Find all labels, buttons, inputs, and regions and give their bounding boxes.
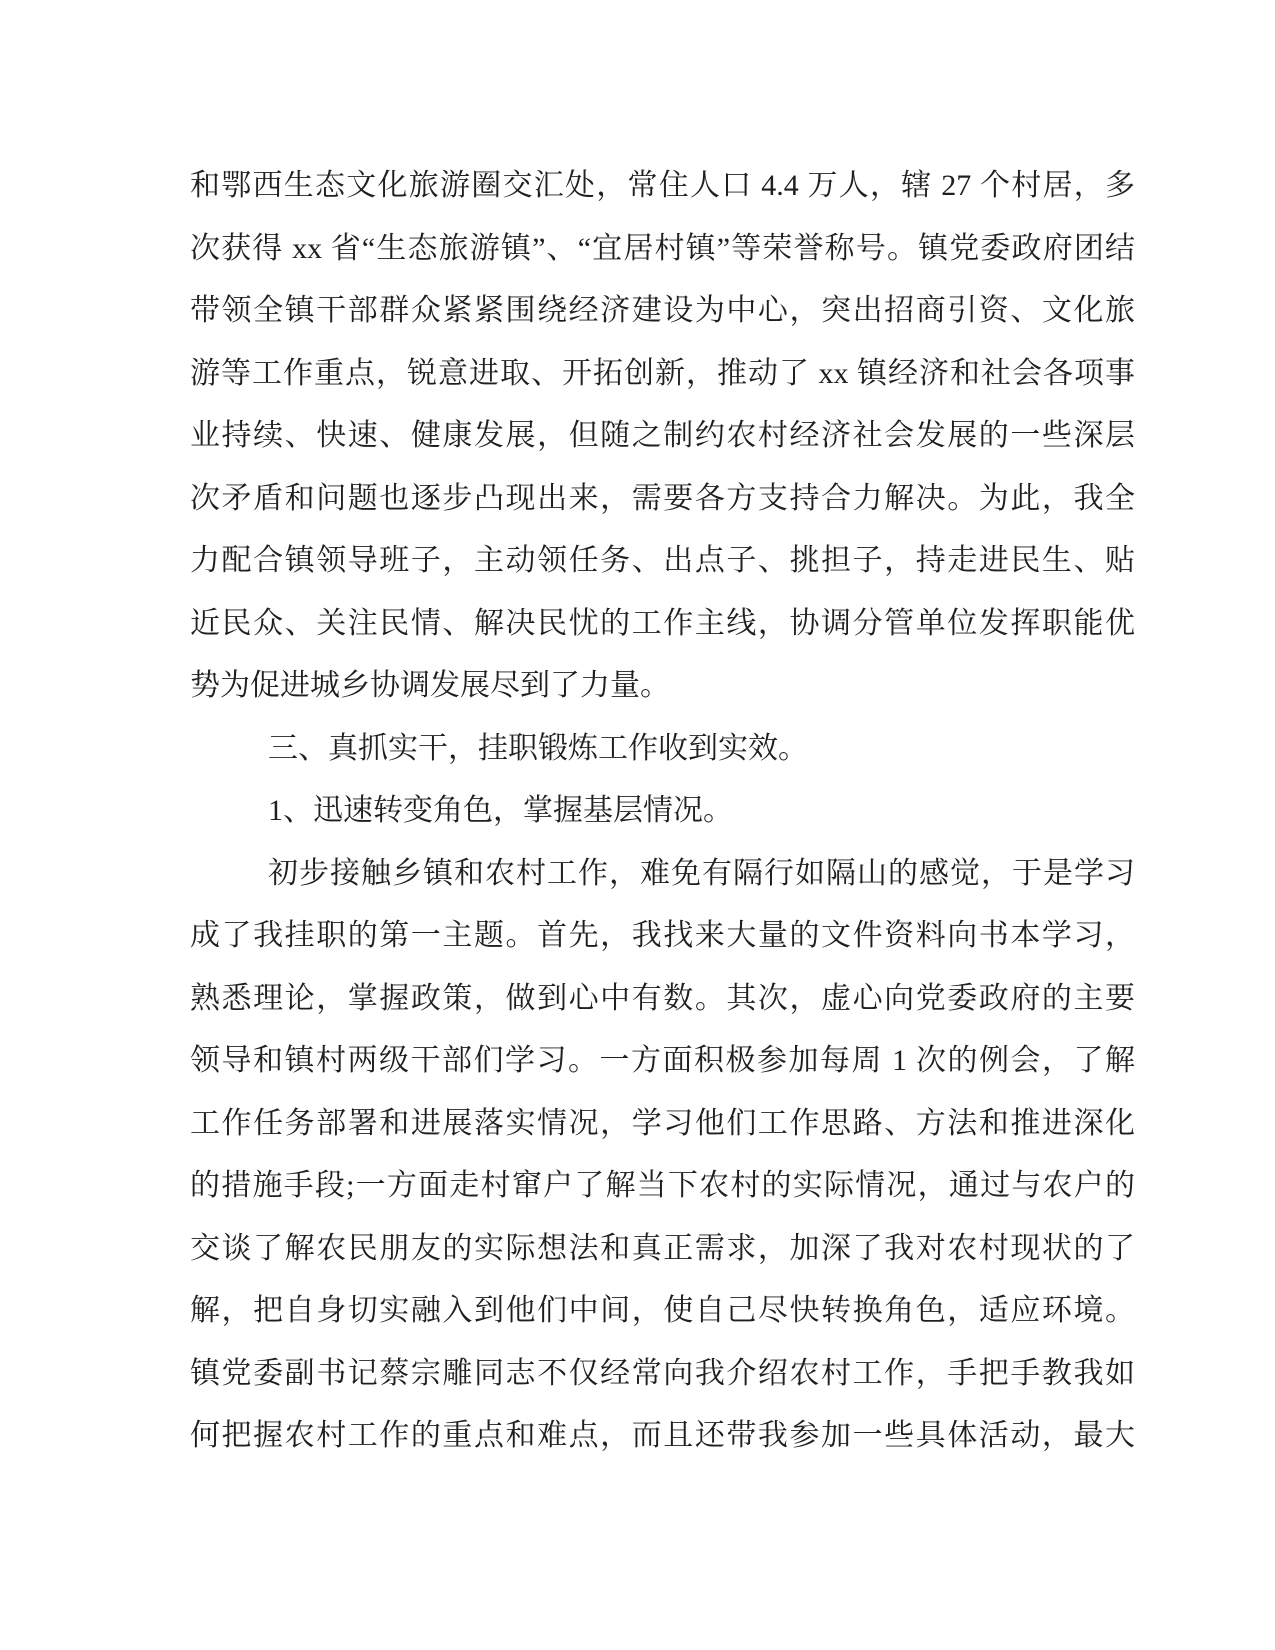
- text-line: 近民众、关注民情、解决民忧的工作主线，协调分管单位发挥职能优: [190, 606, 1135, 640]
- text-line: 解，把自身切实融入到他们中间，使自己尽快转换角色，适应环境。: [190, 1294, 1135, 1327]
- text-line: 工作任务部署和进展落实情况，学习他们工作思路、方法和推进深化: [190, 1106, 1135, 1140]
- text-line: 带领全镇干部群众紧紧围绕经济建设为中心，突出招商引资、文化旅: [190, 294, 1135, 327]
- text-line: 领导和镇村两级干部们学习。一方面积极参加每周 1 次的例会，了解: [190, 1044, 1135, 1077]
- text-line: 镇党委副书记蔡宗雕同志不仅经常向我介绍农村工作，手把手教我如: [190, 1356, 1135, 1390]
- text-line: 业持续、快速、健康发展，但随之制约农村经济社会发展的一些深层: [190, 419, 1135, 452]
- text-line: 次获得 xx 省“生态旅游镇”、“宜居村镇”等荣誉称号。镇党委政府团结: [190, 231, 1135, 265]
- text-line: 初步接触乡镇和农村工作，难免有隔行如隔山的感觉，于是学习: [268, 856, 1135, 890]
- text-line: 成了我挂职的第一主题。首先，我找来大量的文件资料向书本学习，: [190, 919, 1135, 952]
- section-heading-line: 三、真抓实干，挂职锻炼工作收到实效。: [268, 731, 808, 765]
- text-line: 何把握农村工作的重点和难点，而且还带我参加一些具体活动，最大: [190, 1419, 1135, 1452]
- text-line: 交谈了解农民朋友的实际想法和真正需求，加深了我对农村现状的了: [190, 1231, 1135, 1265]
- text-line: 游等工作重点，锐意进取、开拓创新，推动了 xx 镇经济和社会各项事: [190, 356, 1135, 390]
- document-text-block: [190, 155, 1135, 1468]
- text-line: 和鄂西生态文化旅游圈交汇处，常住人口 4.4 万人，辖 27 个村居，多: [190, 169, 1135, 202]
- text-line: 熟悉理论，掌握政策，做到心中有数。其次，虚心向党委政府的主要: [190, 981, 1135, 1015]
- text-line: 力配合镇领导班子，主动领任务、出点子、挑担子，持走进民生、贴: [190, 544, 1135, 577]
- text-line: 的措施手段;一方面走村窜户了解当下农村的实际情况，通过与农户的: [190, 1169, 1135, 1202]
- text-line: 次矛盾和问题也逐步凸现出来，需要各方支持合力解决。为此，我全: [190, 481, 1135, 515]
- subsection-heading-line: 1、迅速转变角色，掌握基层情况。: [268, 794, 733, 827]
- text-line: 势为促进城乡协调发展尽到了力量。: [190, 669, 670, 702]
